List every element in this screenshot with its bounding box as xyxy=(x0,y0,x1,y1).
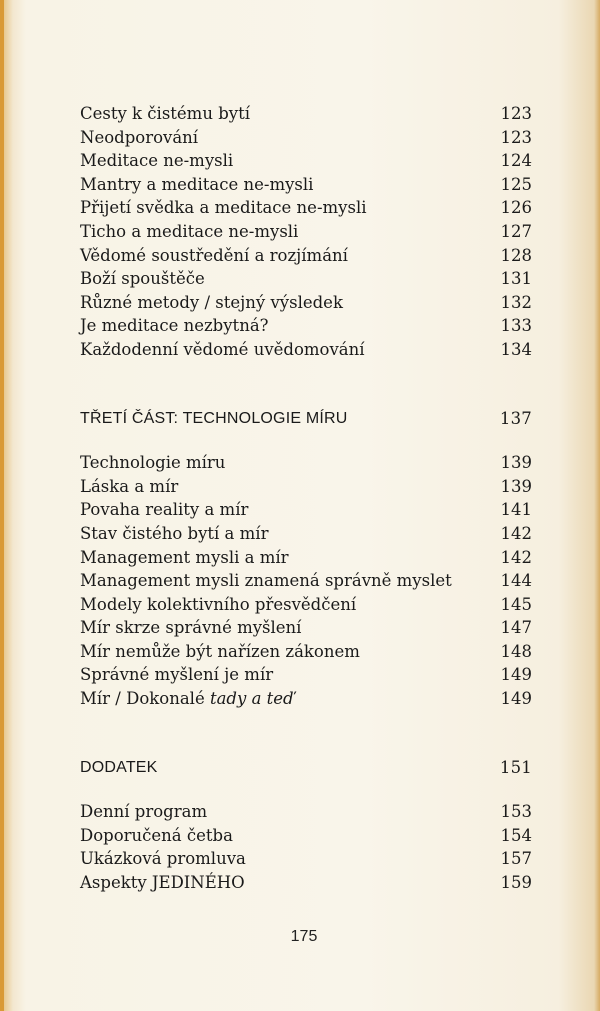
toc-entry xyxy=(80,847,540,871)
toc-entry xyxy=(80,291,540,315)
toc-entry-title: Boží spouštěče xyxy=(80,269,205,289)
toc-entry xyxy=(80,475,540,499)
toc-entry xyxy=(80,522,540,546)
toc-entry-page: 149 xyxy=(500,665,532,685)
toc-entry-title: Ticho a meditace ne-mysli xyxy=(80,221,299,241)
toc-entry-page: 159 xyxy=(500,873,532,893)
toc-entry-page: 132 xyxy=(500,292,532,312)
toc-entry-page: 142 xyxy=(500,523,532,543)
toc-entry-title: Mír nemůže být nařízen zákonem xyxy=(80,641,360,661)
toc-entry-title: Vědomé soustředění a rozjímání xyxy=(80,245,348,265)
toc-entry-title: Mantry a meditace ne-mysli xyxy=(80,174,314,194)
toc-entry-title: Přijetí svědka a meditace ne-mysli xyxy=(80,198,367,218)
toc-section-part-three xyxy=(80,407,540,711)
toc-entry-title: Doporučená četba xyxy=(80,825,233,845)
toc-entry-page: 157 xyxy=(500,849,532,869)
toc-entry xyxy=(80,314,540,338)
toc-entry-page: 148 xyxy=(500,641,532,661)
toc-entry-title: Stav čistého bytí a mír xyxy=(80,523,269,543)
toc-entry-page: 124 xyxy=(500,151,532,171)
toc-entry xyxy=(80,196,540,220)
toc-entry-title-italic: tady a teď xyxy=(209,689,294,709)
toc-entry xyxy=(80,663,540,687)
toc-entry-title: Mír skrze správné myšlení xyxy=(80,618,302,638)
table-of-contents xyxy=(80,102,540,895)
toc-entry-title: Neodporování xyxy=(80,127,199,147)
toc-entry-page: 134 xyxy=(500,339,532,359)
toc-entry-title: Aspekty JEDINÉHO xyxy=(80,873,245,893)
toc-heading-title: DODATEK xyxy=(80,758,158,776)
toc-entry-page: 126 xyxy=(500,198,532,218)
toc-entry-page: 128 xyxy=(500,245,532,265)
toc-entry-title: Cesty k čistému bytí xyxy=(80,104,250,123)
toc-entry xyxy=(80,149,540,173)
toc-entry xyxy=(80,687,540,711)
toc-entry-title: Láska a mír xyxy=(80,476,179,496)
toc-entry-page: 141 xyxy=(500,500,532,520)
toc-entry-title: Povaha reality a mír xyxy=(80,500,249,520)
toc-entry-title: Modely kolektivního přesvědčení xyxy=(80,594,357,614)
toc-entry xyxy=(80,244,540,268)
toc-entry-page: 131 xyxy=(500,269,532,289)
toc-entry xyxy=(80,451,540,475)
toc-entry-page: 127 xyxy=(500,221,532,241)
toc-entry-title: Meditace ne-mysli xyxy=(80,151,234,171)
toc-entry-page: 142 xyxy=(500,547,532,567)
toc-entry-page: 139 xyxy=(500,476,532,496)
toc-entry xyxy=(80,640,540,664)
toc-entry-page: 125 xyxy=(500,174,532,194)
toc-entry xyxy=(80,616,540,640)
toc-heading-title: TŘETÍ ČÁST: TECHNOLOGIE MÍRU xyxy=(80,409,348,427)
toc-entry xyxy=(80,126,540,150)
toc-entry-page: 139 xyxy=(500,453,532,473)
page-number: 175 xyxy=(290,928,318,945)
toc-entry xyxy=(80,546,540,570)
toc-entry-title: Management mysli a mír xyxy=(80,547,289,567)
toc-heading-page: 137 xyxy=(499,408,532,428)
toc-entry xyxy=(80,593,540,617)
toc-entry xyxy=(80,824,540,848)
toc-entry xyxy=(80,498,540,522)
toc-entry-page: 154 xyxy=(500,825,532,845)
toc-entry-title-part: Mír / Dokonalé xyxy=(80,689,210,709)
toc-entry-title xyxy=(80,687,294,711)
toc-entry-page: 133 xyxy=(500,316,532,336)
toc-entry-title: Je meditace nezbytná? xyxy=(80,316,269,336)
toc-entry xyxy=(80,173,540,197)
toc-section-heading xyxy=(80,407,540,431)
toc-entry xyxy=(80,267,540,291)
toc-entry-title: Různé metody / stejný výsledek xyxy=(80,292,343,312)
toc-entry xyxy=(80,220,540,244)
toc-entry-title: Denní program xyxy=(80,802,208,822)
toc-entry-title: Každodenní vědomé uvědomování xyxy=(80,339,365,359)
toc-entry xyxy=(80,871,540,895)
toc-entry xyxy=(80,102,540,126)
toc-entry-title: Management mysli znamená správně myslet xyxy=(80,571,452,591)
toc-entry-page: 123 xyxy=(500,127,532,147)
toc-entry-page: 147 xyxy=(500,618,532,638)
toc-entry-page: 153 xyxy=(500,802,532,822)
toc-entry-page: 144 xyxy=(500,571,532,591)
toc-entry-page: 149 xyxy=(500,689,532,709)
toc-section-meditation xyxy=(80,102,540,362)
toc-heading-page: 151 xyxy=(499,757,532,777)
toc-section-heading xyxy=(80,756,540,780)
toc-entry xyxy=(80,338,540,362)
toc-entry xyxy=(80,569,540,593)
toc-entry-title: Správné myšlení je mír xyxy=(80,665,274,685)
toc-entry-page: 145 xyxy=(500,594,532,614)
toc-section-appendix xyxy=(80,756,540,895)
toc-entry-title: Ukázková promluva xyxy=(80,849,246,869)
toc-entry xyxy=(80,800,540,824)
toc-entry-page: 123 xyxy=(500,104,532,123)
toc-entry-title: Technologie míru xyxy=(80,453,226,473)
